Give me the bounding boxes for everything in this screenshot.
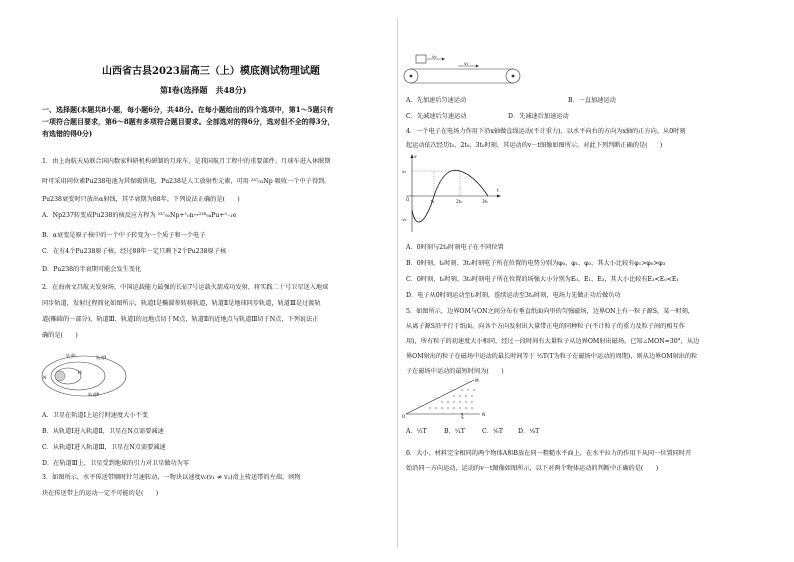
orbit-label-2: 轨道Ⅱ [96,355,107,360]
option-b[interactable]: B．从轨道Ⅰ进入轨道Ⅱ，卫星在N点需要减速 [42,428,164,435]
option-b[interactable]: B．α衰变是原子核中的一个中子转变为一个质子和一个电子 [42,232,206,239]
option-d[interactable]: D．先减速后加速运动 [508,113,569,120]
right-column [398,0,794,562]
orbit-2 [42,356,126,396]
question-line: Pu238衰变时只放出α射线，其半衰期为88年，下列说法正确的是( ) [42,196,240,203]
option-a[interactable]: A．Np237转变成Pu238的核反应方程为 ²³⁷₉₃Np+¹₀n→²³⁸₉₄Pu+⁰₋₁e [42,212,237,219]
point-m-label: M [78,370,82,375]
option-c[interactable]: C．从轨道Ⅰ进入轨道Ⅲ，卫星在N点需要减速 [42,444,166,451]
question-line: 3．如图所示，水平传送带顺时针匀速转动，一物块以速度v₀(v₁ ≠ v₂)滑上传送带的左端，则物 [42,474,301,481]
question-line: 块在传送带上的运动一定不可能的是( ) [42,490,159,497]
question-line: 1．由上海航天局联合国内数家科研机构研制的月球车，是我国航月工程中的重要部件。月球车进入休眠期 [42,158,331,165]
option-a[interactable]: A．0时刻与2t₀时刻电子在不同位置 [406,244,504,251]
block [416,55,426,63]
option-b[interactable]: B．一直加速运动 [568,97,616,104]
question-line: 始沿同一方向运动，运动的v－t图像如图所示，以下对两个物体运动的判断中正确的是( ) [406,465,659,472]
instruction-line: 有选错的得0分) [42,129,93,138]
point-n-label: N [482,412,486,417]
question-line: 6．大小、材料完全相同的两个物体A和B放在同一粗糙水平面上，在水平拉力的作用下从同一位置同时开 [406,450,692,457]
option-d[interactable]: D．在轨道Ⅲ上，卫星受到地球的引力对卫星做功为零 [42,460,190,467]
earth-icon [55,371,65,381]
option-d[interactable]: D．电子从0时刻运动至t₀时刻，连续运动至3t₀时刻，电场力先做正功后做负功 [406,292,621,299]
boundary-om [406,380,474,414]
2t0-label: 2t₀ [456,199,462,204]
v0-label: v₀ [402,169,407,174]
question-line: 确的是( ) [42,332,78,339]
question-line: 5．如图所示，边界OM与ON之间分布有垂直纸面向里的匀强磁场，边界ON上有一粒子源S。某一时刻， [406,308,695,315]
instruction-line: 一、选择题(本题共8小题，每小题6分，共48分。在每小题给出的四个选项中，第1～5题只有 [42,105,334,114]
source-point [461,413,463,415]
question-line: 时可采用同位素Pu238电池为其保暖供电，Pu238是人工放射性元素，可用 ²³⁷₉₃Np 吸收一个中子得到。 [42,178,331,185]
option-a[interactable]: A．¹⁄₃T [406,428,427,435]
option-a[interactable]: A．先加速后匀速运动 [406,97,467,104]
question-line: 道(椭圆的一部分)，轨道Ⅲ、轨道Ⅰ的远地点切于M点，轨道Ⅱ的近地点与轨道Ⅲ切于N点，下列说法正 [42,316,319,323]
v1-label: v₁ [464,62,469,67]
point-n-label: N [43,375,47,380]
option-c[interactable]: C．在有4个Pu238原子核，经过88年一定只剩下2个Pu238原子核 [42,248,227,255]
option-c[interactable]: C．¹⁄₆T [482,428,504,435]
point-o-label: O [402,414,406,419]
question-line: 用)，所有粒子的初速度大小相同，经过一段时间有大量粒子从边界OM射出磁场。已知∠MON=30°，从边 [406,338,700,345]
option-d[interactable]: D．Pu238的半衰期可能会发生变化 [42,266,142,273]
v-axis-label: v [414,155,417,160]
origin-label: O [406,197,410,202]
instruction-line: 一项符合题目要求，第6～8题有多项符合题目要求。全部选对的得6分，选对但不全的得3分， [42,117,335,126]
neg-v0-label: -v₀ [401,217,407,222]
orbit-figure [40,346,132,402]
page-title: 山西省古县2023届高三（上）模底测试物理试题 [102,66,320,77]
question-line: 4．一个电子在电场力作用下沿x轴做直线运动(不计重力)，以水平向右的方向为x轴的正方向，从0时刻 [406,128,686,135]
option-d[interactable]: D．¹⁄₈T [518,428,540,435]
option-c[interactable]: C．0时刻、t₀时刻、3t₀时刻电子所在位置的场强大小分别为E₀、E₁、E₃，其大小比较有E₃<E₀<E₁ [406,276,679,283]
magnetic-field-figure [402,376,488,420]
point-m-label: M [475,378,479,383]
question-line: 2．在海南文昌航天发射场，中国运载能力最强的长征7号运载火箭成功发射，将实践二十号卫星送入地球 [42,284,329,291]
orbit-label-3: 轨道Ⅲ [88,392,100,397]
vt-graph [400,152,504,236]
option-b[interactable]: B．¹⁄₄T [444,428,465,435]
v0-label: v₀ [432,55,437,60]
option-b[interactable]: B．0时刻、t₀时刻、3t₀时刻电子所在位置的电势分别为φ₀、φ₁、φ₃，其大小比较有φ₁>φ₀>φ₃ [406,260,666,267]
question-line: 同步轨道，发射过程简化如图所示，轨道Ⅰ是椭圆参转移轨道，轨道Ⅱ是地球同步轨道，轨道Ⅲ是过渡轨 [42,300,321,307]
question-line: 起运动依次经历t₀、2t₀、3t₀时刻，其运动的v－t图像如图所示。对此下列判断正确的是( ) [406,142,663,149]
3t0-label: 3t₀ [482,199,488,204]
conveyor-figure [400,54,526,86]
orbit-label-1: 轨道Ⅰ [66,353,76,358]
option-c[interactable]: C．先减速后匀速运动 [406,113,467,120]
question-line: 界OM射出的粒子在磁场中运动的最长时间等于 ²⁄₃T(T为粒子在磁场中运动的周期)，则从边界OM射出的粒 [406,353,698,360]
t0-label: t₀ [431,199,435,204]
question-line: 从离子源S沿平行于纸面，向各个方向发射出大量带正电的同种粒子(不计粒子的重力及粒子间的相互作 [406,323,685,330]
question-line: 子在磁场中运动的最短时间为( ) [406,368,504,375]
t-axis-label: t [497,189,499,194]
point-s-label: S [461,415,464,420]
option-a[interactable]: A．卫星在轨道Ⅰ上运行时速度大小不变 [42,412,148,419]
section-subtitle: 第Ⅰ卷(选择题 共48分) [160,85,247,95]
